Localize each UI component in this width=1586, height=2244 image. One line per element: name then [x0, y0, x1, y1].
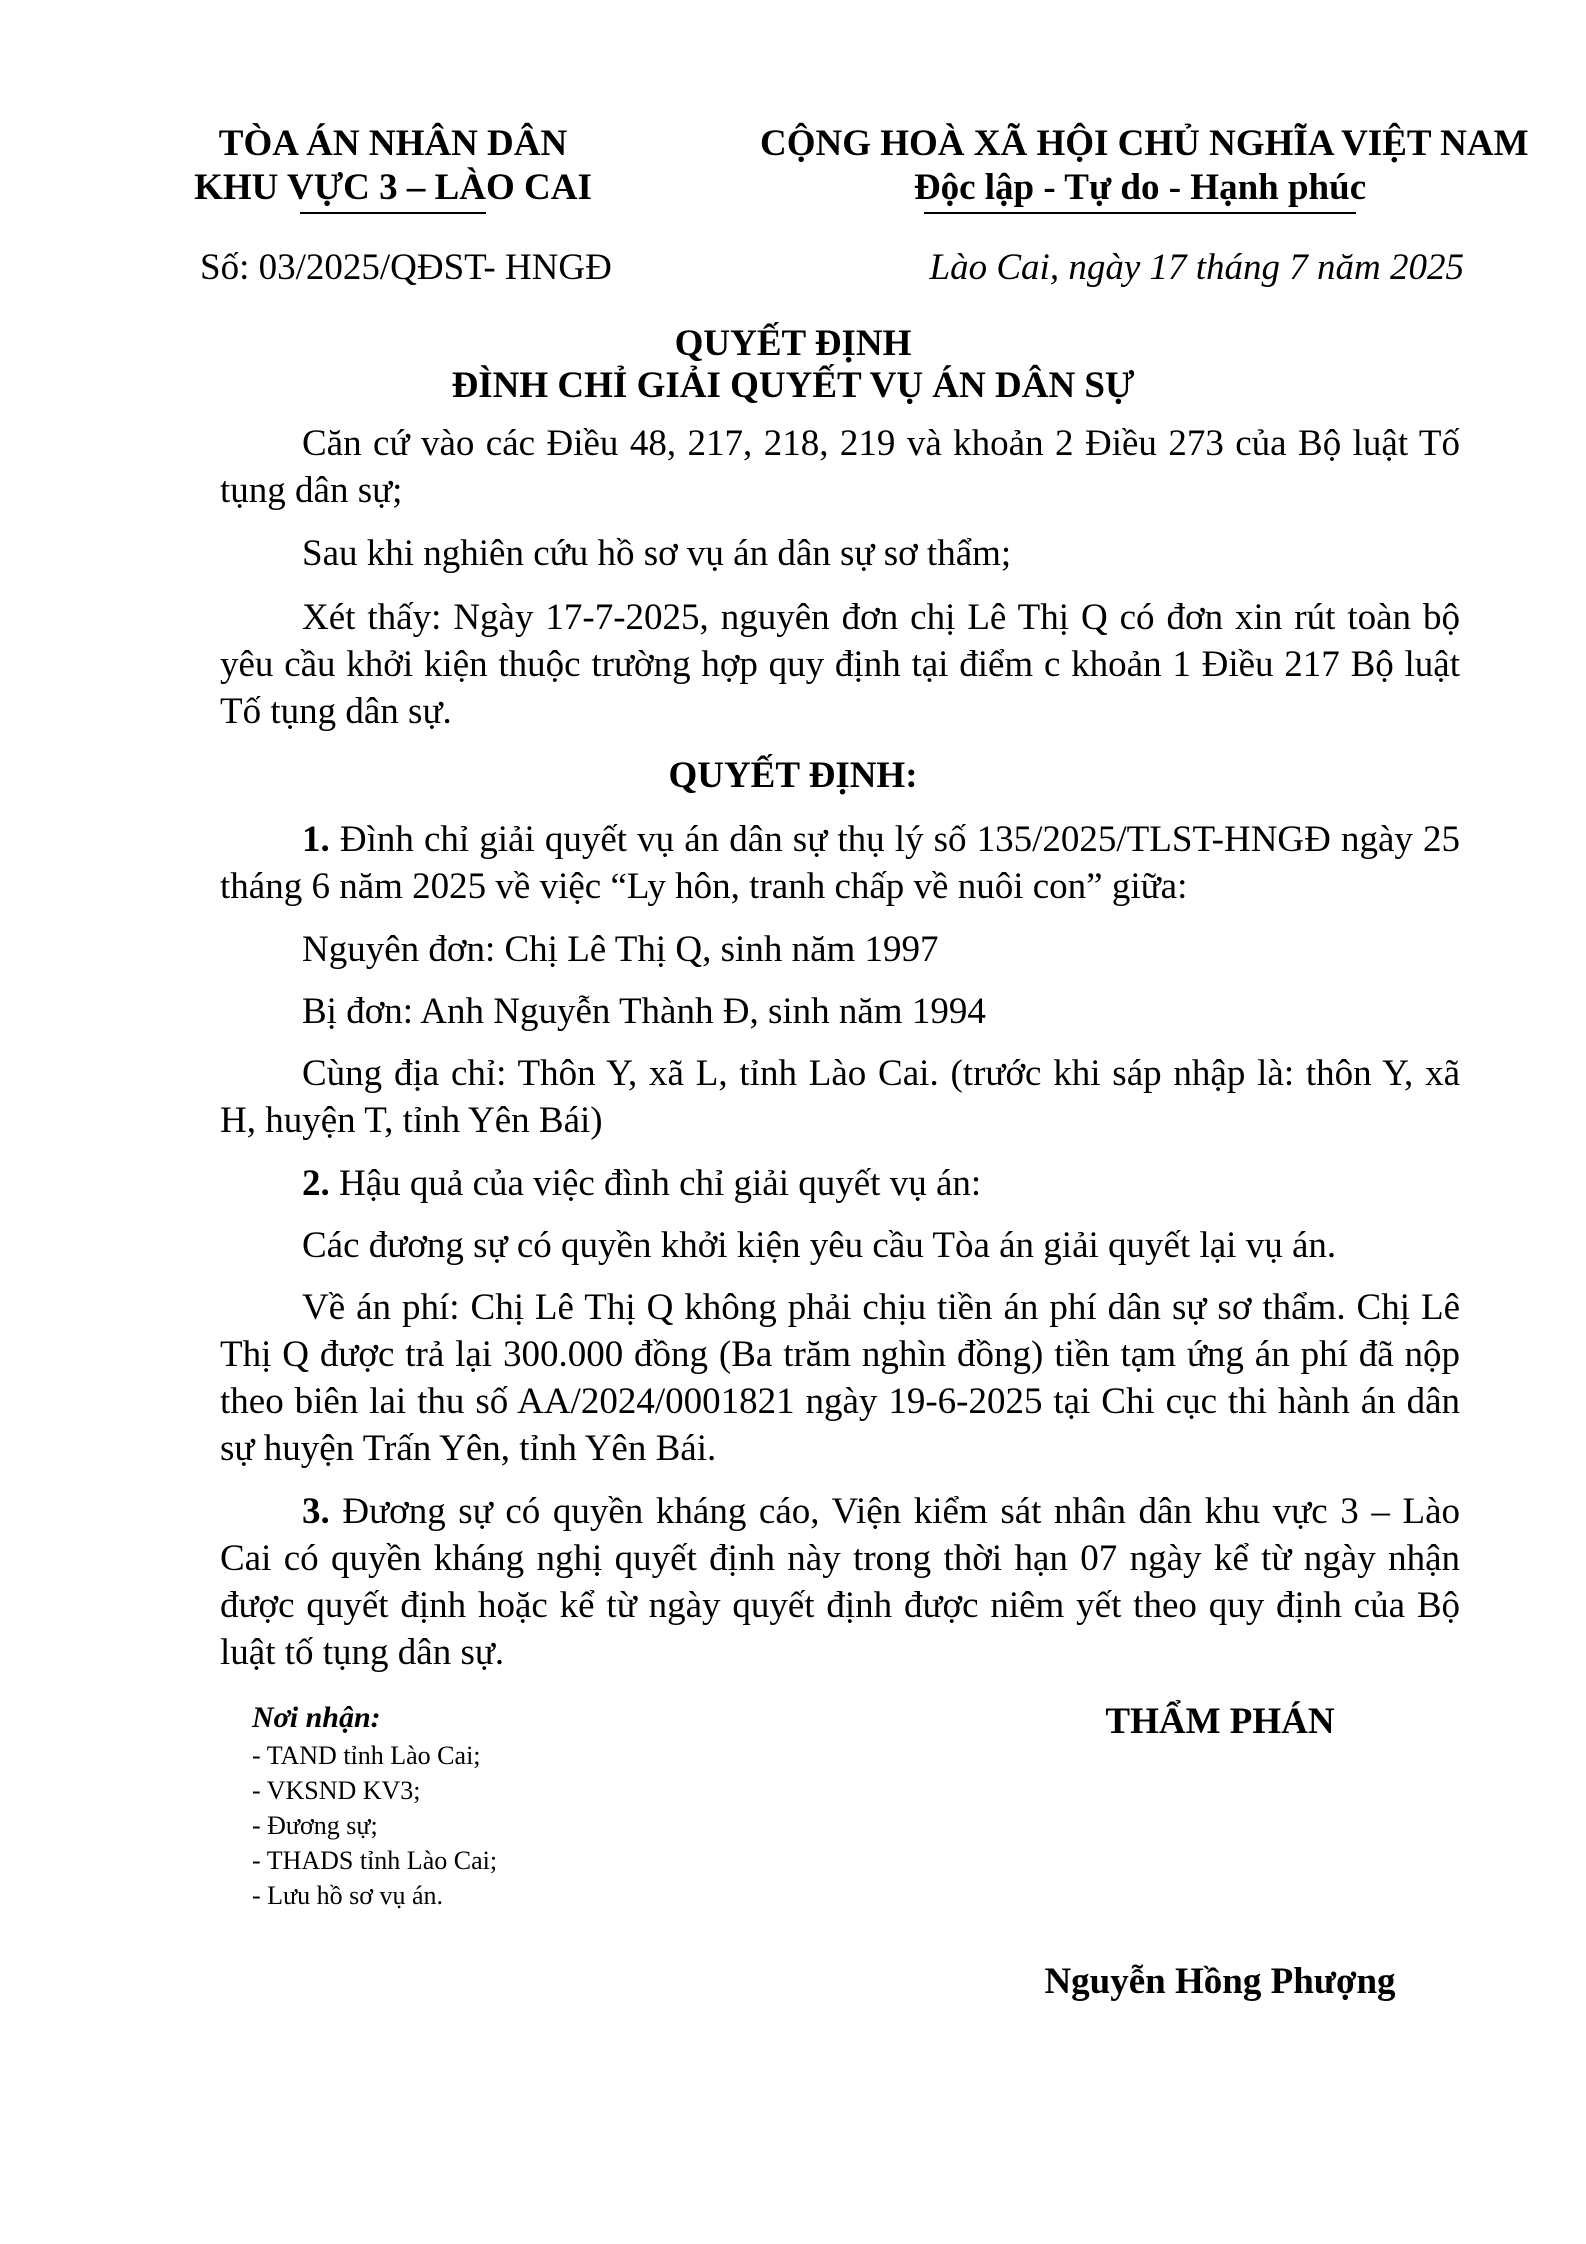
motto-underline [924, 212, 1356, 214]
recipient-item: - VKSND KV3; [252, 1776, 421, 1805]
signer-name: Nguyễn Hồng Phượng [1044, 1961, 1396, 2002]
national-motto [760, 122, 1529, 210]
motto: Độc lập - Tự do - Hạnh phúc [913, 167, 1367, 208]
legal-basis: Căn cứ vào các Điều 48, 217, 218, 219 và khoản 2 Điều 273 của Bộ luật Tố tụng dân sự; [220, 423, 1460, 511]
recipients-title: Nơi nhận: [252, 1701, 381, 1734]
plaintiff: Nguyên đơn: Chị Lê Thị Q, sinh năm 1997 [302, 929, 939, 970]
item-1-text: Đình chỉ giải quyết vụ án dân sự thụ lý số 135/2025/TLST-HNGĐ ngày 25 tháng 6 năm 2025 về việc “Ly hôn, tranh chấp về nuôi con” giữa: [220, 819, 1460, 907]
item-2-court-fee: Về án phí: Chị Lê Thị Q không phải chịu tiền án phí dân sự sơ thẩm. Chị Lê Thị Q được trả lại 300.000 đồng (Ba trăm nghìn đồng) tiền tạm ứng án phí đã nộp theo biên lai thu số AA/2024/0001821 ngày 19-6-2025 tại Chi cục thi hành án dân sự huyện Trấn Yên, tỉnh Yên Bái. [220, 1287, 1460, 1469]
item-3-number: 3. [302, 1491, 330, 1532]
court-name-line1: TÒA ÁN NHÂN DÂN [218, 123, 568, 164]
court-name [168, 122, 618, 210]
decision-item-1 [220, 816, 1460, 910]
defendant: Bị đơn: Anh Nguyễn Thành Đ, sinh năm 1994 [302, 991, 986, 1032]
item-2-text: Hậu quả của việc đình chỉ giải quyết vụ án: [329, 1163, 982, 1204]
item-2-number: 2. [302, 1163, 330, 1204]
signer-role: THẨM PHÁN [1105, 1701, 1335, 1742]
document-title: QUYẾT ĐỊNH [674, 323, 912, 364]
document-subtitle: ĐÌNH CHỈ GIẢI QUYẾT VỤ ÁN DÂN SỰ [451, 365, 1135, 406]
country-name: CỘNG HOÀ XÃ HỘI CHỦ NGHĨA VIỆT NAM [760, 123, 1529, 164]
decision-item-2 [220, 1160, 1460, 1207]
recipient-item: - TAND tỉnh Lào Cai; [252, 1741, 481, 1770]
item-3-text: Đương sự có quyền kháng cáo, Viện kiểm sát nhân dân khu vực 3 – Lào Cai có quyền kháng nghị quyết định này trong thời hạn 07 ngày kể từ ngày nhận được quyết định hoặc kể từ ngày quyết định được niêm yết theo quy định của Bộ luật tố tụng dân sự. [220, 1491, 1460, 1673]
recipient-item: - Lưu hồ sơ vụ án. [252, 1881, 444, 1910]
review-statement: Sau khi nghiên cứu hồ sơ vụ án dân sự sơ thẩm; [302, 533, 1012, 574]
decision-heading: QUYẾT ĐỊNH: [668, 755, 918, 796]
decision-item-3 [220, 1488, 1460, 1676]
recipient-item: - Đương sự; [252, 1811, 378, 1840]
item-1-number: 1. [302, 819, 330, 860]
consideration: Xét thấy: Ngày 17-7-2025, nguyên đơn chị Lê Thị Q có đơn xin rút toàn bộ yêu cầu khởi kiện thuộc trường hợp quy định tại điểm c khoản 1 Điều 217 Bộ luật Tố tụng dân sự. [220, 597, 1460, 732]
recipient-item: - THADS tỉnh Lào Cai; [252, 1846, 498, 1875]
court-name-line2: KHU VỰC 3 – LÀO CAI [194, 167, 592, 208]
document-number: Số: 03/2025/QĐST- HNGĐ [200, 247, 612, 288]
item-2-right-to-sue: Các đương sự có quyền khởi kiện yêu cầu Tòa án giải quyết lại vụ án. [302, 1225, 1337, 1266]
address: Cùng địa chỉ: Thôn Y, xã L, tỉnh Lào Cai. (trước khi sáp nhập là: thôn Y, xã H, huyện T, tỉnh Yên Bái) [220, 1053, 1460, 1141]
court-name-underline [300, 212, 486, 214]
recipients [252, 1700, 497, 1913]
document-date: Lào Cai, ngày 17 tháng 7 năm 2025 [929, 247, 1464, 288]
recipients-list [252, 1738, 497, 1913]
